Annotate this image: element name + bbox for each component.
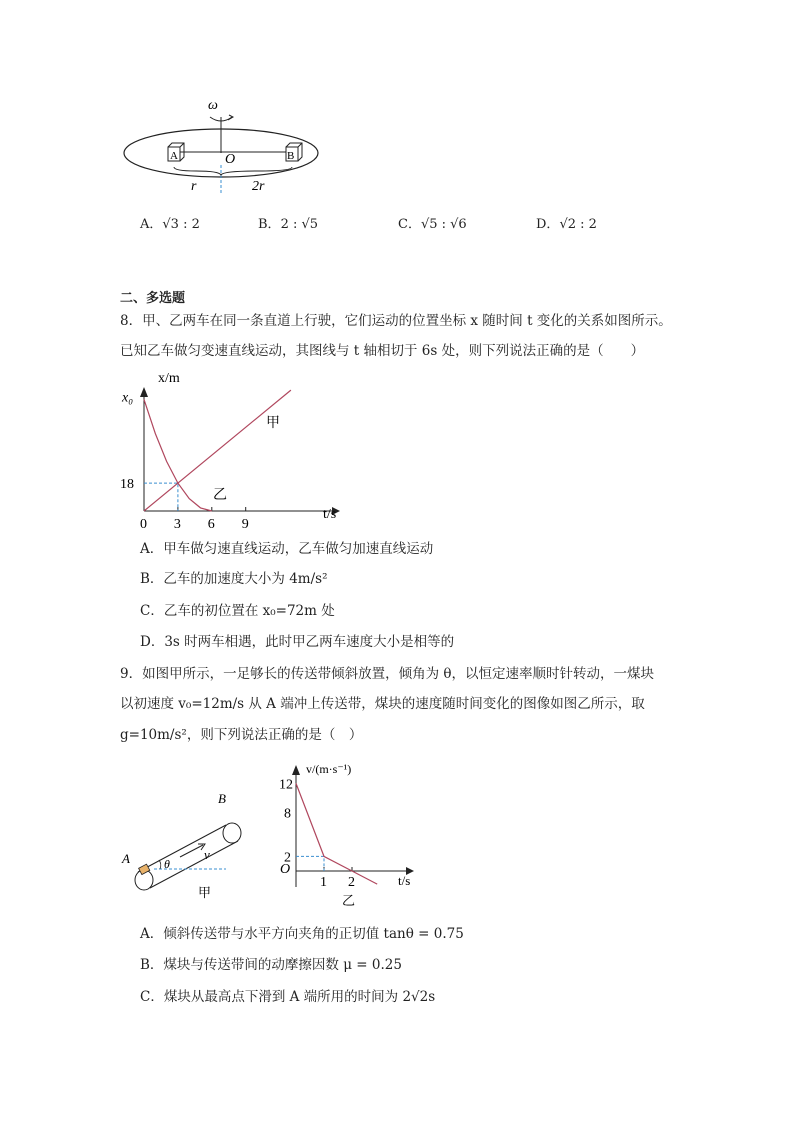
q8-option-a[interactable]: A．甲车做匀速直线运动，乙车做匀加速直线运动 <box>140 541 434 557</box>
center-label: O <box>225 152 236 167</box>
belt-top-edge <box>138 825 226 872</box>
q7-option-a[interactable]: A．√3 : 2 <box>140 217 200 232</box>
xt-xlabel: t/s <box>323 507 337 522</box>
velocity-arrow <box>180 845 203 857</box>
vt-xtick-2: 2 <box>348 875 355 890</box>
block-b <box>286 143 302 162</box>
q9-stem-line3: g=10m/s²，则下列说法正确的是（ ） <box>120 727 363 743</box>
vt-ytick-2: 2 <box>284 850 291 866</box>
vt-xtick-1: 1 <box>320 875 327 890</box>
figure-jia-caption: 甲 <box>198 885 212 900</box>
distance-brace <box>174 167 292 175</box>
2r-label: 2r <box>252 179 265 194</box>
q8-stem-line1: 8．甲、乙两车在同一条直道上行驶，它们运动的位置坐标 x 随时间 t 变化的关系如图所示。 <box>120 313 672 329</box>
vt-xlabel: t/s <box>398 873 411 888</box>
q7-option-b[interactable]: B．2 : √5 <box>258 217 319 232</box>
q8-option-d[interactable]: D．3s 时两车相遇，此时甲乙两车速度大小是相等的 <box>140 634 455 650</box>
xt-xtick-9: 9 <box>241 517 249 530</box>
omega-label: ω <box>208 98 218 113</box>
xt-axes <box>140 387 340 515</box>
vt-chart <box>268 755 433 910</box>
q9-option-a[interactable]: A．倾斜传送带与水平方向夹角的正切值 tanθ = 0.75 <box>140 926 464 942</box>
q9-stem-line2: 以初速度 v₀=12m/s 从 A 端冲上传送带，煤块的速度随时间变化的图像如图乙所示，取 <box>120 696 645 712</box>
q8-stem-line2: 已知乙车做匀变速直线运动，其图线与 t 轴相切于 6s 处，则下列说法正确的是（ ） <box>120 343 645 359</box>
r-label: r <box>191 179 197 194</box>
figure-yi-caption: 乙 <box>342 893 356 908</box>
pulley-b <box>223 823 241 843</box>
vt-ytick-12: 12 <box>279 777 293 793</box>
velocity-label: v <box>204 847 210 862</box>
point-a-label: A <box>122 851 130 866</box>
xt-xtick-3: 3 <box>173 517 181 530</box>
angle-arc <box>159 860 161 869</box>
xt-ytick-18: 18 <box>120 477 134 493</box>
xt-xtick-0: 0 <box>140 517 147 530</box>
vt-origin-label: O <box>280 862 291 877</box>
vt-ytick-8: 8 <box>284 806 291 822</box>
q7-option-c[interactable]: C．√5 : √6 <box>398 217 467 232</box>
xt-ytick-x0: x₀ <box>122 390 134 406</box>
block-a-label: A <box>170 150 178 162</box>
y-axis-arrow-icon <box>140 387 148 397</box>
q9-stem-line1: 9．如图甲所示，一足够长的传送带倾斜放置，倾角为 θ，以恒定速率顺时针转动，一煤块 <box>120 666 655 682</box>
angle-label: θ <box>164 857 170 871</box>
turntable-figure <box>118 95 328 195</box>
vt-y-axis-arrow-icon <box>292 765 300 775</box>
xt-chart <box>118 365 348 530</box>
series-jia-label: 甲 <box>266 416 280 431</box>
q7-option-d[interactable]: D．√2 : 2 <box>536 217 597 232</box>
xt-ylabel: x/m <box>158 371 180 386</box>
q8-option-b[interactable]: B．乙车的加速度大小为 4m/s² <box>140 571 328 587</box>
vt-ylabel: v/(m·s⁻¹) <box>306 762 352 776</box>
series-yi-label: 乙 <box>213 488 227 503</box>
q9-option-c[interactable]: C．煤块从最高点下滑到 A 端所用的时间为 2√2s <box>140 989 436 1005</box>
vt-series-v <box>296 783 377 884</box>
conveyor-figure <box>118 785 248 905</box>
q8-option-c[interactable]: C．乙车的初位置在 x₀=72m 处 <box>140 603 335 619</box>
point-b-label: B <box>218 791 226 806</box>
vt-guide-line <box>296 856 324 871</box>
q9-option-b[interactable]: B．煤块与传送带间的动摩擦因数 μ = 0.25 <box>140 957 402 973</box>
vt-axes <box>292 765 414 887</box>
section-title: 二、多选题 <box>120 291 186 306</box>
xt-xtick-6: 6 <box>207 517 215 530</box>
block-b-label: B <box>287 150 295 162</box>
